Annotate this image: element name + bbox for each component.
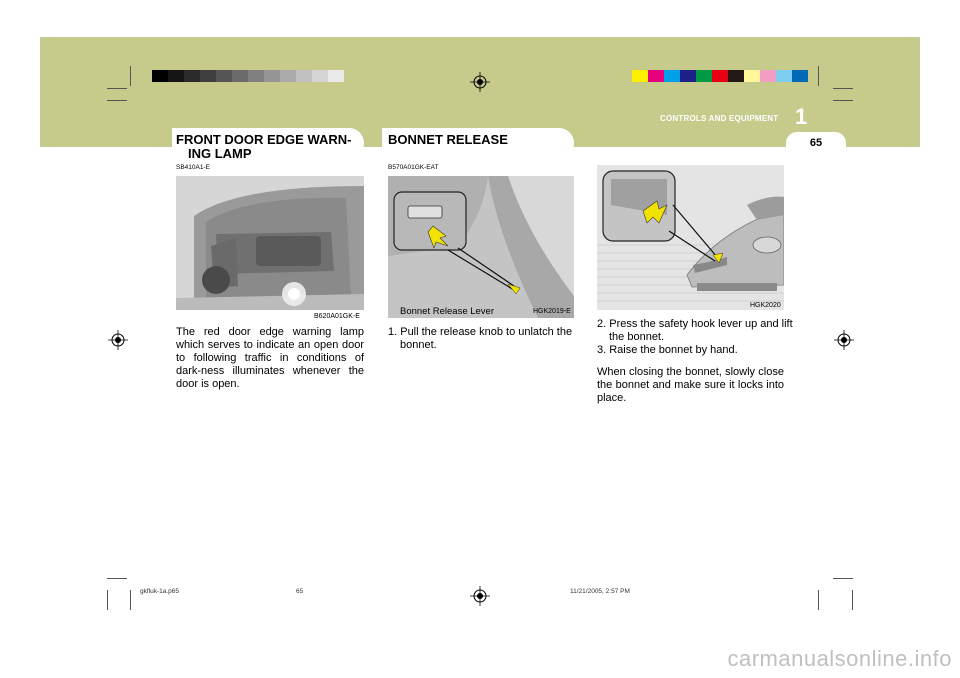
crop-mark [833, 88, 853, 89]
crop-mark [130, 66, 131, 86]
figure-caption: Bonnet Release Lever [400, 306, 495, 317]
watermark: carmanualsonline.info [727, 646, 952, 671]
chapter-number: 1 [795, 104, 808, 129]
car-front-illustration-icon [597, 165, 784, 310]
registration-mark-icon [834, 330, 854, 350]
door-illustration-icon [176, 176, 364, 310]
crop-mark [107, 100, 127, 101]
section-code: SB410A1-E [176, 164, 210, 171]
footer-page: 65 [296, 588, 304, 595]
figure-code: HGK2020 [750, 302, 781, 309]
footer-filename: gkfluk-1a.p65 [140, 588, 180, 595]
door-lamp-paragraph: The red door edge warning lamp which serves to indicate an open door to following traffic in conditions of dark-ness illuminates whenever the door is open. [176, 326, 364, 390]
registration-mark-icon [108, 330, 128, 350]
registration-mark-icon [470, 72, 490, 92]
crop-mark [107, 88, 127, 89]
chapter-label: CONTROLS AND EQUIPMENT [660, 114, 779, 123]
bonnet-hook-figure [597, 165, 784, 310]
section-title-door-edge-lamp: FRONT DOOR EDGE WARN- ING LAMP [176, 132, 352, 161]
crop-mark [107, 578, 127, 579]
crop-mark [107, 590, 108, 610]
grayscale-bar [152, 70, 344, 82]
crop-mark [833, 100, 853, 101]
closing-paragraph: When closing the bonnet, slowly close the bonnet and make sure it locks into place. [597, 366, 784, 404]
crop-mark [833, 578, 853, 579]
step-3: 3. Raise the bonnet by hand. [597, 344, 738, 356]
crop-mark [130, 590, 131, 610]
step-2: 2. Press the safety hook lever up and lift the bonnet. [597, 318, 793, 343]
page-number: 65 [786, 132, 846, 154]
figure-code: HGK2019-E [533, 308, 571, 315]
section-code: B570A01GK-EAT [388, 164, 439, 171]
footer-timestamp: 11/21/2005, 2:57 PM [570, 588, 630, 595]
crop-mark [818, 66, 819, 86]
registration-mark-icon [470, 586, 490, 606]
door-lamp-figure [176, 176, 364, 310]
crop-mark [818, 590, 819, 610]
crop-mark [852, 590, 853, 610]
section-title-bonnet-release: BONNET RELEASE [388, 132, 508, 147]
bonnet-lever-figure [388, 176, 574, 318]
color-bar [632, 70, 808, 82]
bonnet-lever-illustration-icon [388, 176, 574, 318]
step-1: 1. Pull the release knob to unlatch the bonnet. [388, 326, 573, 351]
figure-code: B620A01GK-E [314, 313, 360, 320]
